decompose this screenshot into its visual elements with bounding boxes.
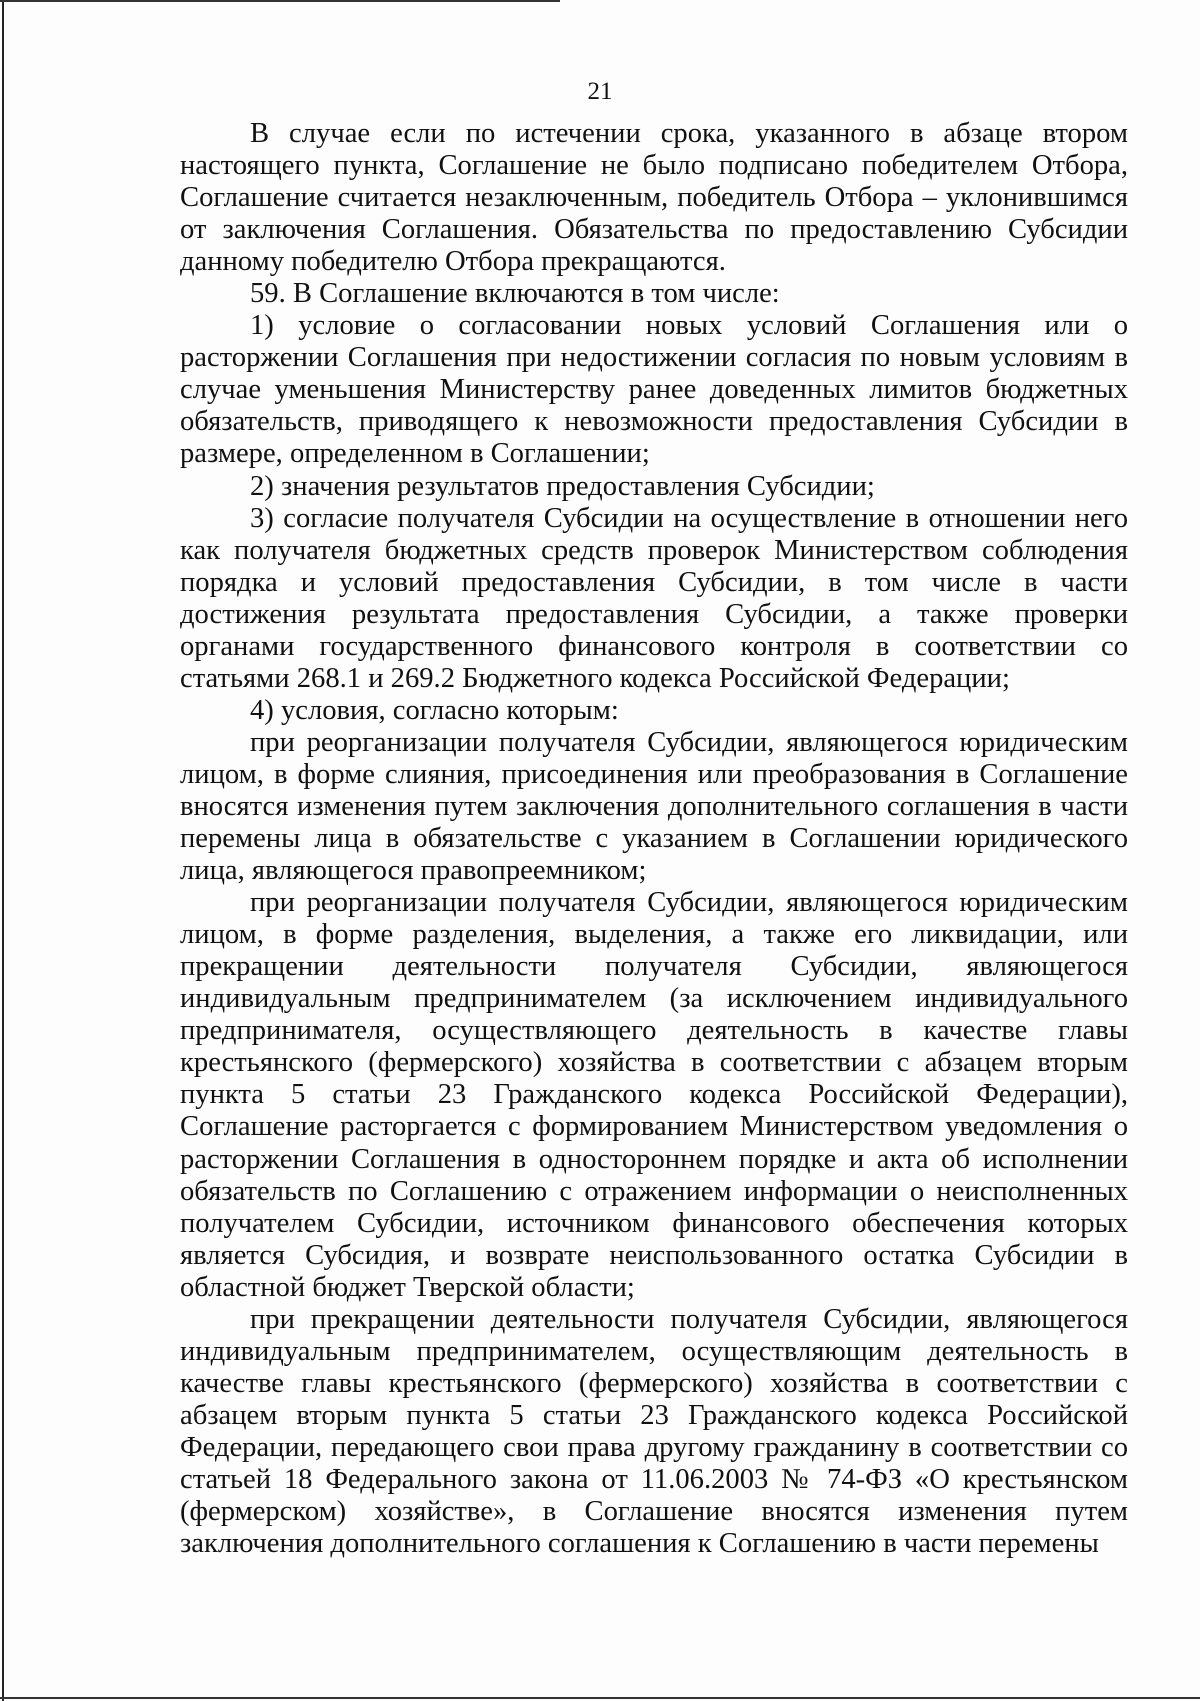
scan-edge-bottom [0,1697,1200,1699]
paragraph-item-4: 4) условия, согласно которым: [250,694,619,726]
paragraph-reorganization-division: при реорганизации получателя Субсидии, являющегося юридическим лицом, в форме разделения, выделения, а также его ликвидации, или прекращении деятельности получателя Субсидии, являющегося индивидуальным предпринимателем (за исключением индивидуального предпринимателя, осуществляющего деятельность в качестве главы крестьянского (фермерского) хозяйства в соответствии с абзацем вторым пункта 5 статьи 23 Гражданского кодекса Российской Федерации), Соглашение расторгается с формированием Министерством уведомления о расторжении Соглашения в одностороннем порядке и акта об исполнении обязательств по Соглашению с отражением информации о неисполненных получателем Субсидии, источником финансового обеспечения которых является Субсидия, и возврате неиспользованного остатка Субсидии в областной бюджет Тверской области; [180,887,1128,1303]
paragraph-clause-59: 59. В Соглашение включаются в том числе: [250,278,780,310]
scan-edge-left [2,0,4,1701]
paragraph-farm-head-termination: при прекращении деятельности получателя Субсидии, являющегося индивидуальным предпринимателем, осуществляющим деятельность в качестве главы крестьянского (фермерского) хозяйства в соответствии с абзацем вторым пункта 5 статьи 23 Гражданского кодекса Российской Федерации, передающего свои права другому гражданину в соответствии со статьей 18 Федерального закона от 11.06.2003 № 74-ФЗ «О крестьянском (фермерском) хозяйстве», в Соглашение вносятся изменения путем заключения дополнительного соглашения к Соглашению в части перемены [180,1303,1128,1560]
paragraph-item-1: 1) условие о согласовании новых условий Соглашения или о расторжении Соглашения при недостижении согласия по новым условиям в случае уменьшения Министерству ранее доведенных лимитов бюджетных обязательств, приводящего к невозможности предоставления Субсидии в размере, определенном в Соглашении; [180,310,1128,470]
paragraph-unsigned-agreement: В случае если по истечении срока, указанного в абзаце втором настоящего пункта, Соглашение не было подписано победителем Отбора, Соглашение считается незаключенным, победитель Отбора – уклонившимся от заключения Соглашения. Обязательства по предоставлению Субсидии данному победителю Отбора прекращаются. [180,118,1128,278]
paragraph-item-2: 2) значения результатов предоставления Субсидии; [250,470,875,502]
scan-edge-top [0,0,560,2]
paragraph-item-3: 3) согласие получателя Субсидии на осуществление в отношении него как получателя бюджетных средств проверок Министерством соблюдения порядка и условий предоставления Субсидии, в том числе в части достижения результата предоставления Субсидии, а также проверки органами государственного финансового контроля в соответствии со статьями 268.1 и 269.2 Бюджетного кодекса Российской Федерации; [180,502,1128,694]
document-body [180,118,1128,1560]
paragraph-reorganization-merger: при реорганизации получателя Субсидии, являющегося юридическим лицом, в форме слияния, присоединения или преобразования в Соглашение вносятся изменения путем заключения дополнительного соглашения в части перемены лица в обязательстве с указанием в Соглашении юридического лица, являющегося правопреемником; [180,726,1128,887]
page-number: 21 [587,78,613,105]
